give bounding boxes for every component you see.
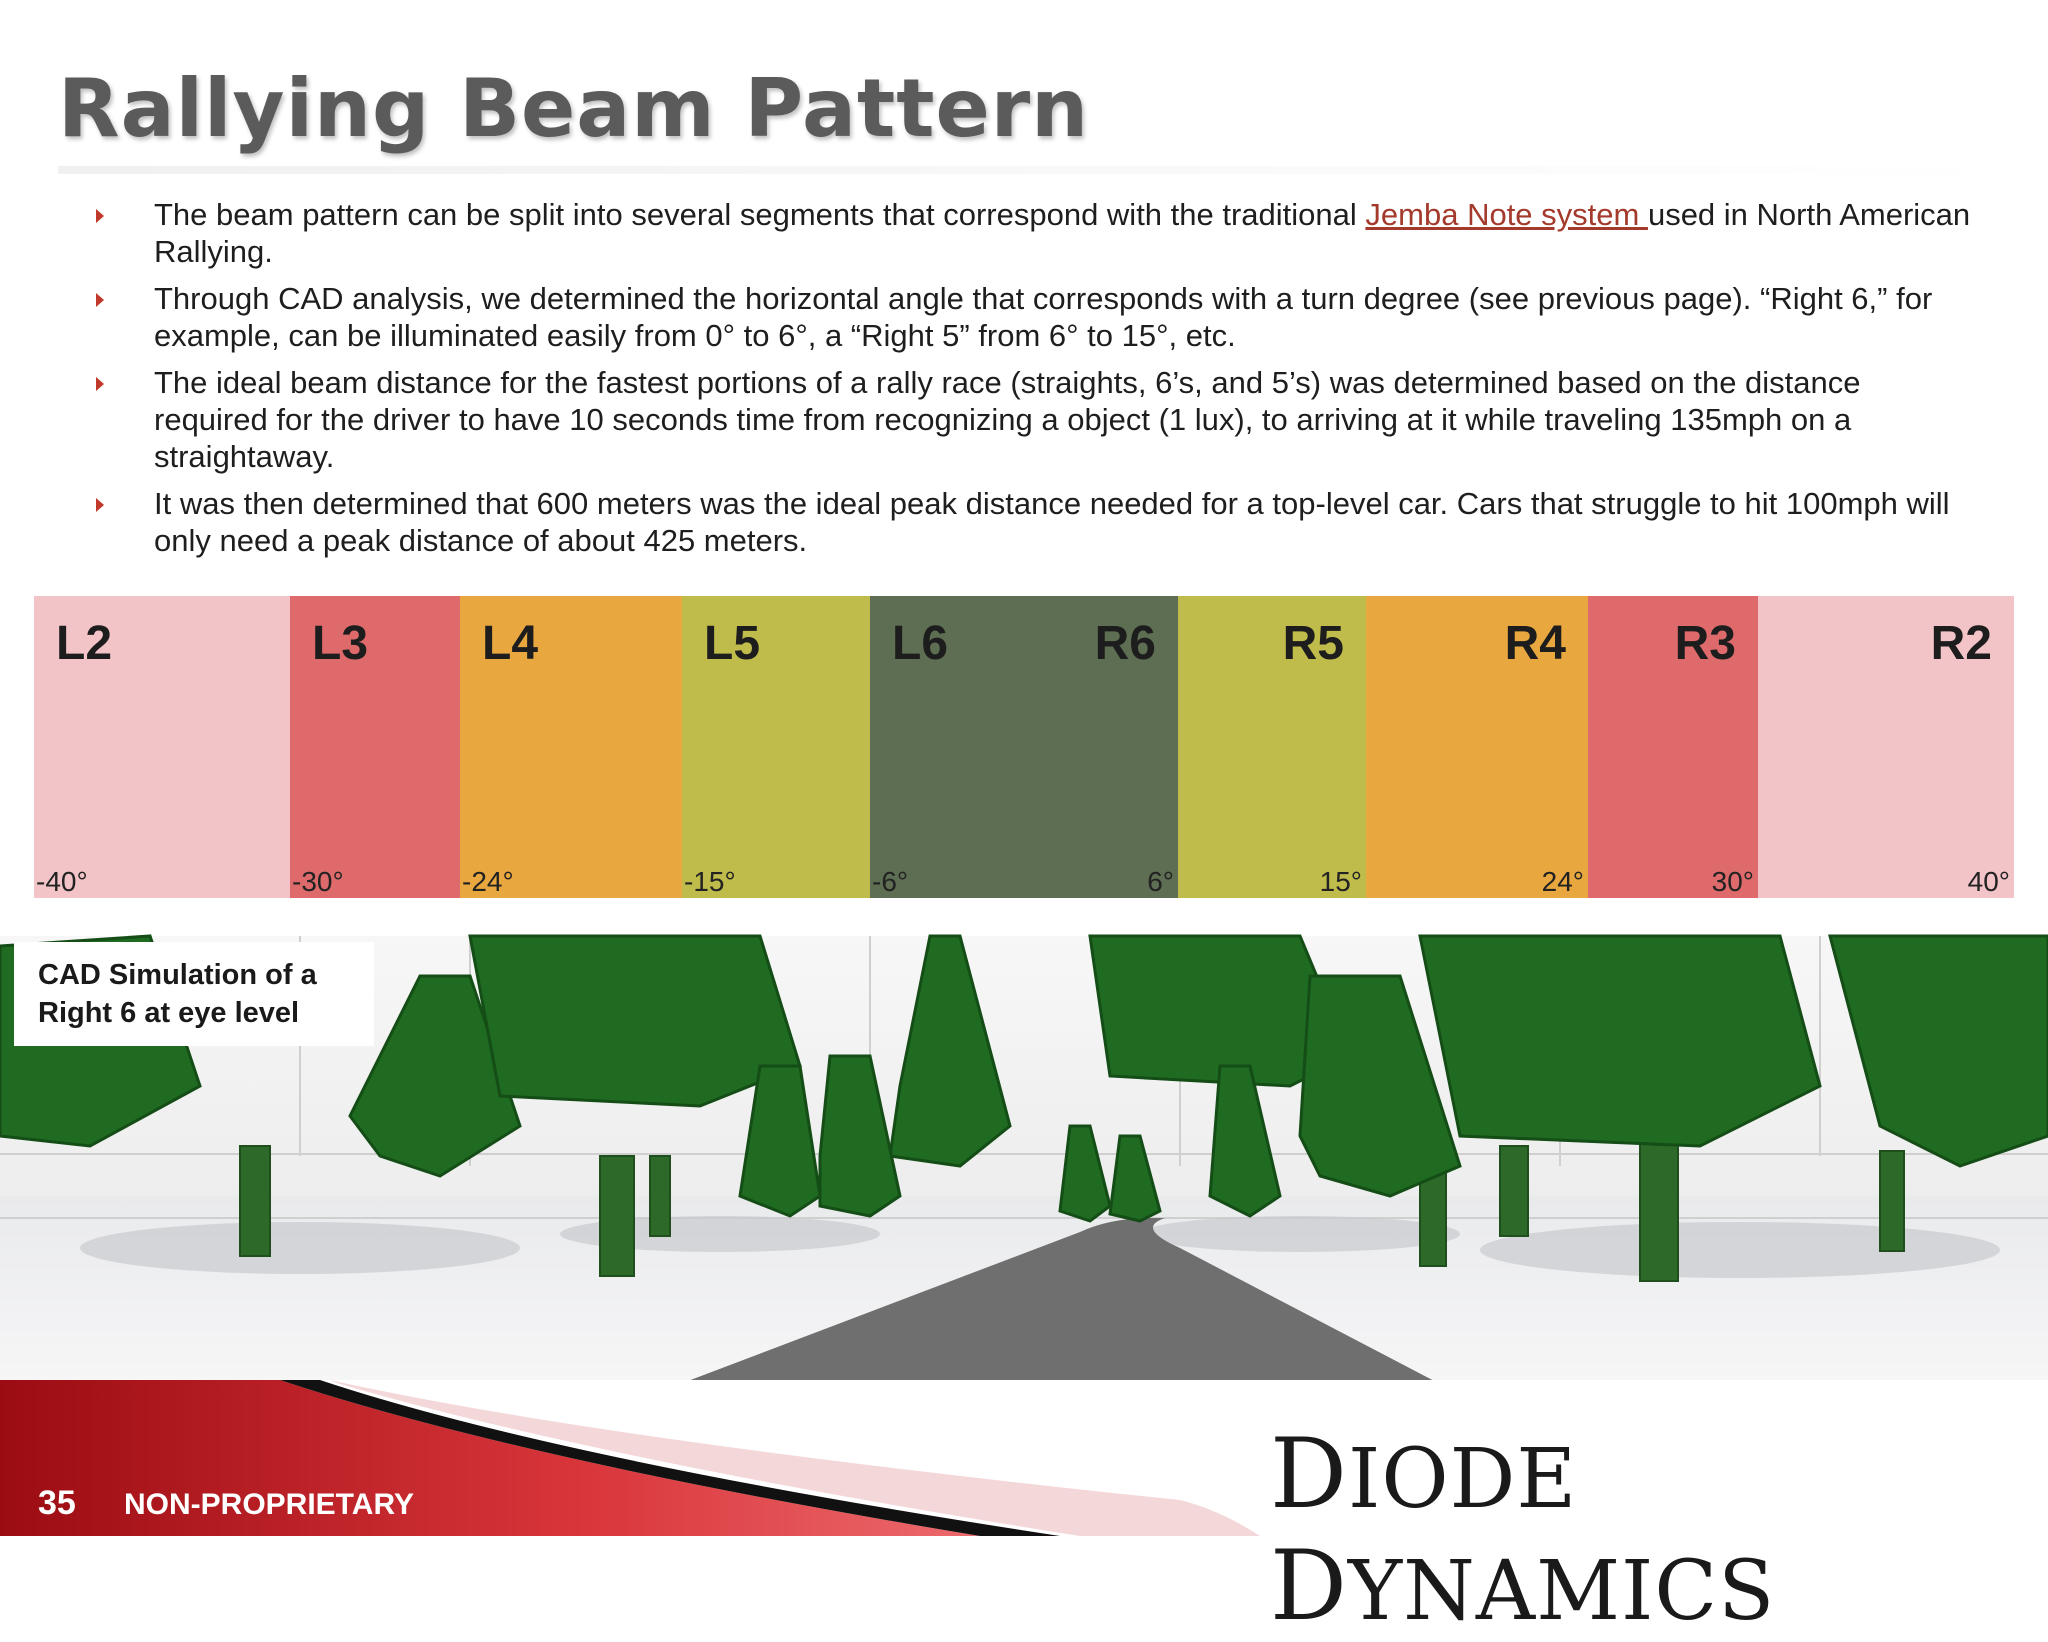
segment-label: R6 bbox=[1094, 617, 1156, 670]
classification-label: NON-PROPRIETARY bbox=[124, 1488, 415, 1521]
segment-label: L3 bbox=[312, 617, 369, 670]
simulation-caption bbox=[14, 942, 374, 1046]
triangle-bullet-icon bbox=[96, 209, 104, 223]
bullet-text: The beam pattern can be split into several segments that correspond with the traditional bbox=[154, 197, 1366, 232]
beam-pattern-band bbox=[34, 596, 2014, 898]
caption-line: Right 6 at eye level bbox=[38, 997, 300, 1029]
bullet-item bbox=[96, 485, 1976, 559]
triangle-bullet-icon bbox=[96, 498, 104, 512]
segment-label: R4 bbox=[1504, 617, 1566, 670]
beam-segment-r5 bbox=[1178, 596, 1366, 898]
bullet-text: The ideal beam distance for the fastest portions of a rally race (straights, 6’s, and 5’s) was determined based on the distance required for the driver to have 10 seconds time from recognizing a object (1 lux), to arriving at it while traveling 135mph on a straightaway. bbox=[154, 365, 1861, 474]
segment-label: L2 bbox=[56, 617, 113, 670]
beam-segment-l3 bbox=[290, 596, 460, 898]
title-underline-band bbox=[58, 166, 2018, 174]
slide-number: 35 bbox=[38, 1484, 76, 1522]
beam-segment-r2 bbox=[1758, 596, 2014, 898]
segment-label: L6 bbox=[892, 617, 949, 670]
segment-label: L5 bbox=[704, 617, 761, 670]
segment-degree: -15° bbox=[684, 866, 736, 897]
beam-segment-r4 bbox=[1366, 596, 1588, 898]
beam-segment-r3 bbox=[1588, 596, 1758, 898]
bullet-item bbox=[96, 364, 1976, 475]
bullet-list bbox=[96, 196, 1976, 569]
segment-degree: -24° bbox=[462, 866, 514, 897]
segment-label: R2 bbox=[1930, 617, 1992, 670]
triangle-bullet-icon bbox=[96, 293, 104, 307]
segment-degree: 40° bbox=[1967, 866, 2010, 897]
bullet-text: It was then determined that 600 meters was the ideal peak distance needed for a top-level car. Cars that struggle to hit 100mph will only need a peak distance of about 425 meters. bbox=[154, 486, 1950, 558]
segment-label: R3 bbox=[1674, 617, 1736, 670]
segment-degree: -40° bbox=[36, 866, 88, 897]
bullet-item bbox=[96, 196, 1976, 270]
segment-degree: 24° bbox=[1541, 866, 1584, 897]
bullet-item bbox=[96, 280, 1976, 354]
jemba-note-link[interactable]: Jemba Note system bbox=[1365, 197, 1648, 232]
segment-degree: -6° bbox=[872, 866, 909, 897]
segment-degree: 6° bbox=[1147, 866, 1174, 897]
segment-degree: 30° bbox=[1711, 866, 1754, 897]
beam-segment-r6 bbox=[1024, 596, 1178, 898]
segment-label: L4 bbox=[482, 617, 539, 670]
beam-segment-l5 bbox=[682, 596, 870, 898]
triangle-bullet-icon bbox=[96, 377, 104, 391]
beam-segment-l4 bbox=[460, 596, 682, 898]
segment-degree: -30° bbox=[292, 866, 344, 897]
diode-dynamics-logo: DIODE DYNAMICS bbox=[1270, 1418, 1776, 1642]
slide-title: Rallying Beam Pattern bbox=[58, 62, 1090, 155]
bullet-text: used in North American Rallying. bbox=[154, 197, 1971, 269]
caption-line: CAD Simulation of a bbox=[38, 959, 317, 991]
segment-degree: 15° bbox=[1319, 866, 1362, 897]
bullet-text: Through CAD analysis, we determined the horizontal angle that corresponds with a turn degree (see previous page). “Right 6,” for example, can be illuminated easily from 0° to 6°, a “Right 5” from 6° to 15°, etc. bbox=[154, 281, 1933, 353]
beam-segment-l2 bbox=[34, 596, 290, 898]
beam-segment-l6 bbox=[870, 596, 1024, 898]
segment-label: R5 bbox=[1282, 617, 1344, 670]
